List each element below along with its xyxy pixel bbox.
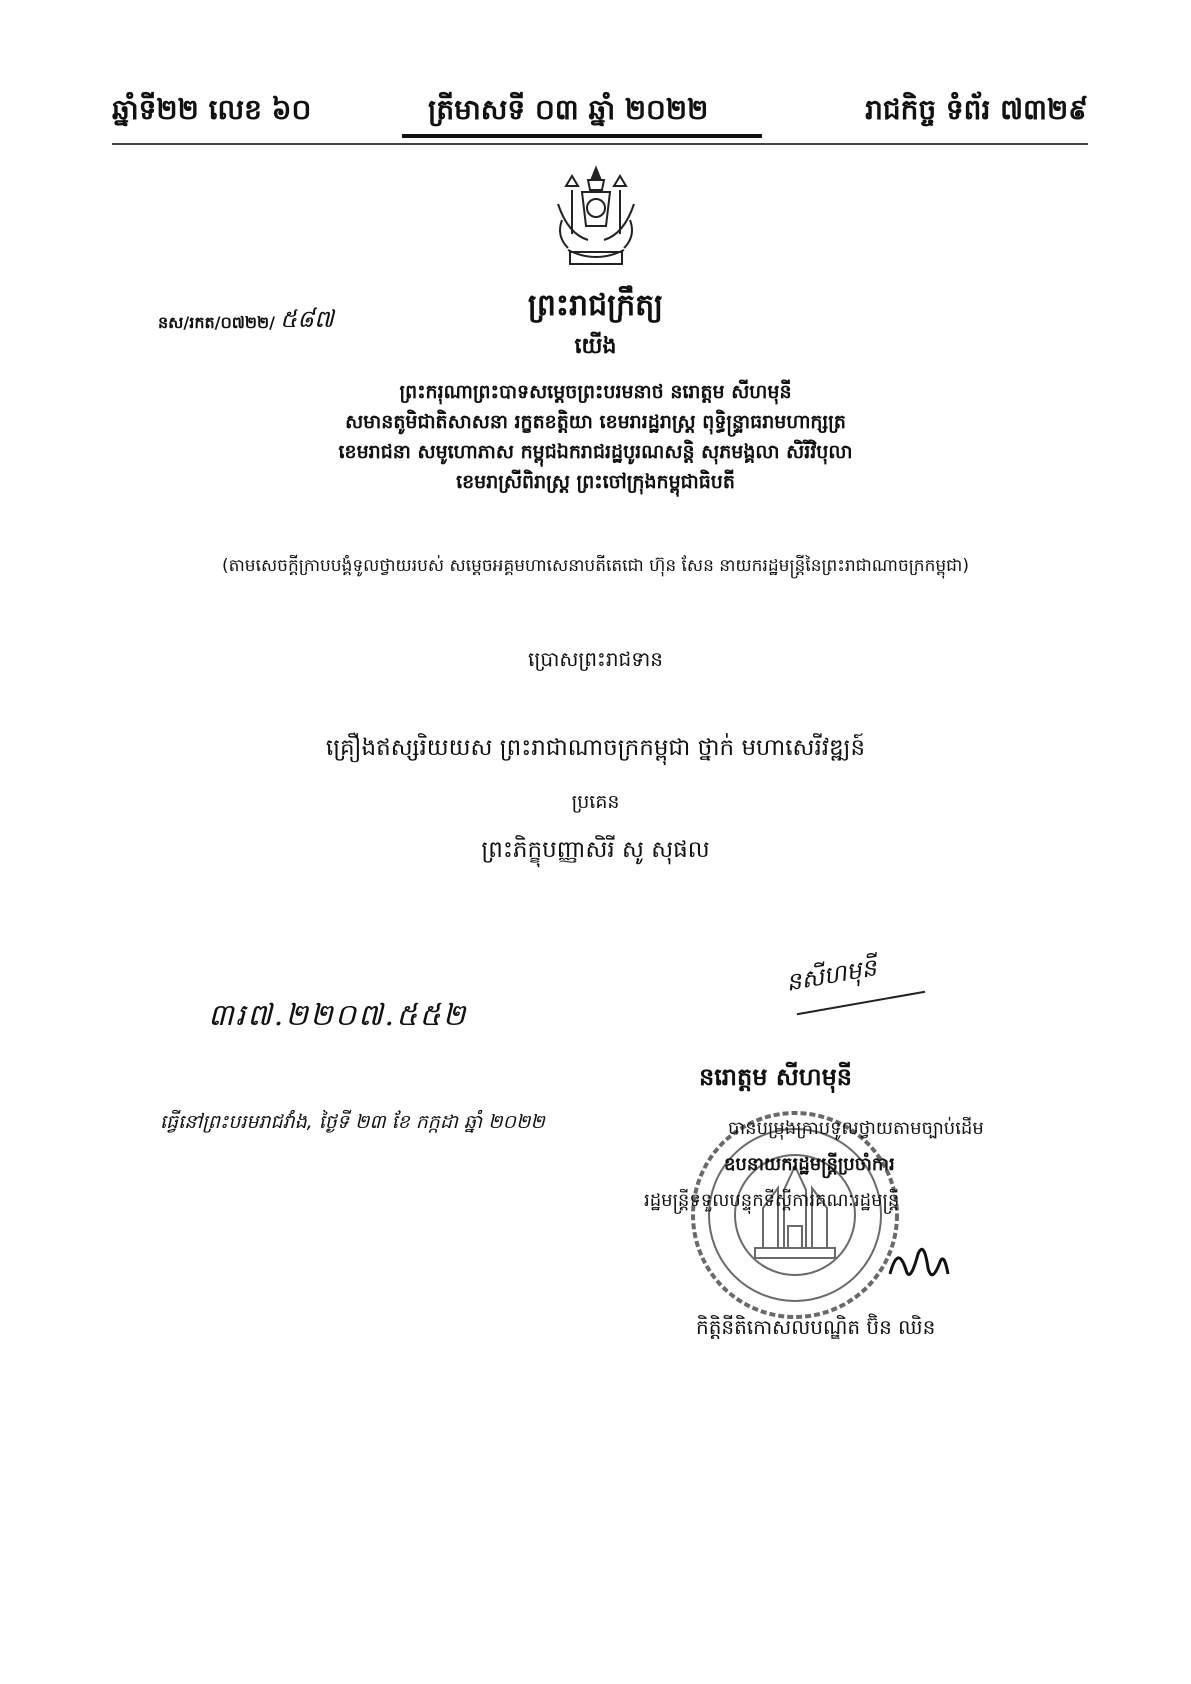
header-underline [402,134,762,138]
gazette-date-range: ត្រីមាសទី ០៣ ឆ្នាំ ២០២២ [428,93,709,126]
handwritten-registration-number: ៣រ៧.២២០៧.៥៥២ [208,998,468,1033]
royal-title-line: ខេមរាជនា សមូហោភាស កម្ពុជឯករាជរដ្ឋបូរណសន្តិ សុភមង្គលា សិរីវិបុលា [338,441,853,463]
countersign-line: រដ្ឋមន្ត្រីទទួលបន្ទុកទីស្តីការគណៈរដ្ឋមន្ត្រី [644,1190,900,1211]
give-word: ប្រគេន [571,791,620,813]
countersign-line: ឧបនាយករដ្ឋមន្ត្រីប្រចាំការ [724,1154,895,1175]
royal-coat-of-arms-icon [548,164,644,272]
king-name: នរោត្តម សីហមុនី [698,1063,853,1091]
royal-title-line: ព្រះករុណាព្រះបាទសម្តេចព្រះបរមនាថ នរោត្តម សីហមុនី [399,381,792,403]
decree-title: ព្រះរាជក្រឹត្យ [527,288,664,323]
minister-name: កិត្តិនីតិកោសលបណ្ឌិត ប៊ិន ឈិន [696,1315,936,1339]
grant-heading: ប្រោសព្រះរាជទាន [528,647,663,671]
recipient-name: ព្រះភិក្ខុបញ្ញាសិរី សូ សុផល [481,837,710,863]
medal-name: គ្រឿងឥស្សរិយយស ព្រះរាជាណាចក្រកម្ពុជា ថ្នាក់ មហាសេរីវឌ្ឍន៍ [325,735,866,761]
decree-reference-handwritten: ៥៨៧ [280,305,334,333]
gazette-year-issue: ឆ្នាំទី២២ លេខ ៦០ [112,93,312,126]
decree-we: យើង [574,334,617,359]
countersign-line: បានបម្រុងក្រាបទូលថ្វាយតាមច្បាប់ដើម [728,1118,984,1139]
place-and-date: ធ្វើនៅព្រះបរមរាជវាំង, ថ្ងៃទី ២៣ ខែ កក្កដា ឆ្នាំ ២០២២ [160,1111,545,1133]
royal-title-line: សមានតូមិជាតិសាសនា រក្ខតខត្តិយា ខេមរារដ្ឋរាស្ត្រ ពុទ្ធិន្ទ្រាធរាមហាក្សត្រ [345,411,846,433]
royal-title-line: ខេមរាស្រីពិរាស្ត្រ ព្រះចៅក្រុងកម្ពុជាធិបតី [456,471,735,493]
king-signature: នសីហមុនី [783,953,879,997]
gazette-header [112,88,1088,148]
decree-reference-number: នស/រកត/០៧២២/ [158,313,275,332]
proposal-note: (តាមសេចក្តីក្រាបបង្គំទូលថ្វាយរបស់ សម្តេចអគ្គមហាសេនាបតីតេជោ ហ៊ុន សែន នាយករដ្ឋមន្ត្រីនៃព្រះរាជាណាចក្រកម្ពុជា) [221,556,969,576]
gazette-page-number: រាជកិច្ច ទំព័រ ៧៣២៩ [865,93,1088,126]
header-rule [112,143,1088,145]
handwritten-signature-icon [884,1234,954,1294]
